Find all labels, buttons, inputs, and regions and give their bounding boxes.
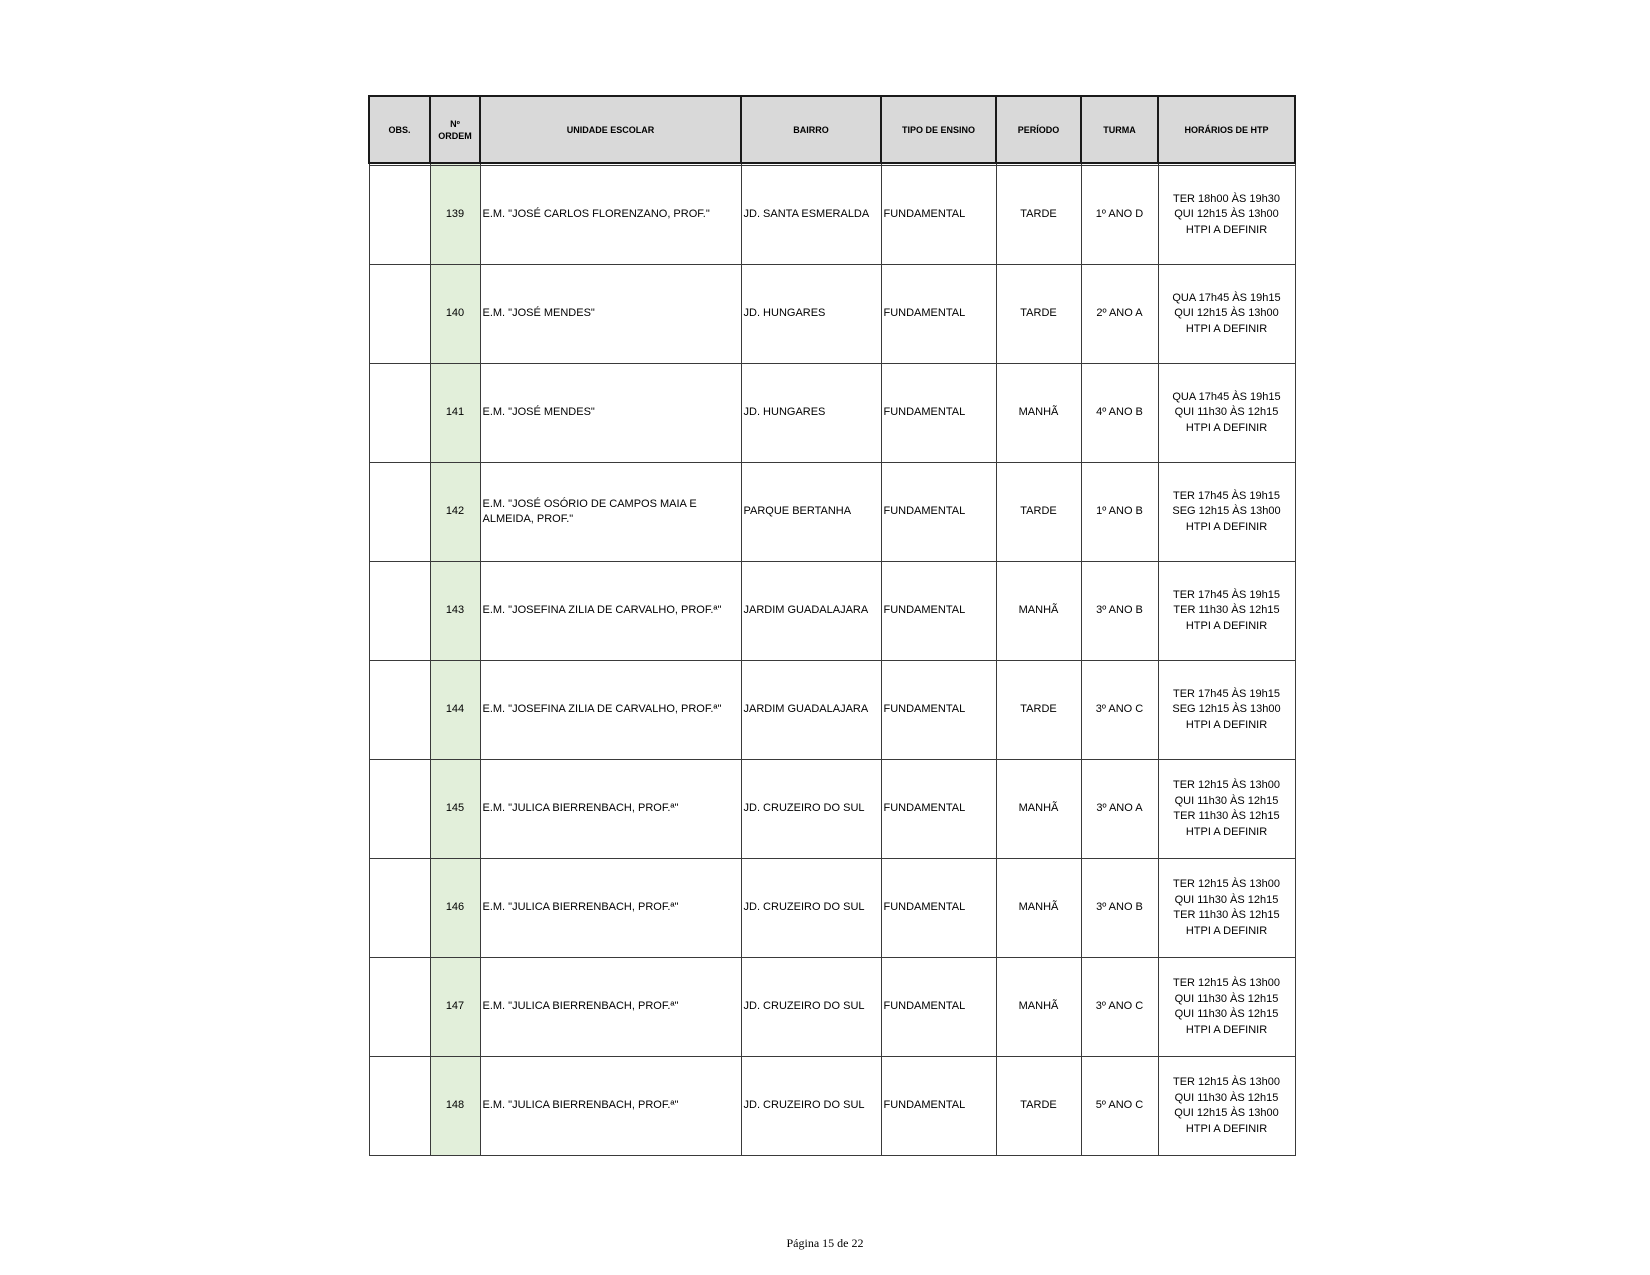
horario-line: HTPI A DEFINIR: [1185, 825, 1268, 838]
horario-line: TER 11h30 ÀS 12h15: [1173, 810, 1280, 822]
horario-line: TER 11h30 ÀS 12h15: [1173, 909, 1280, 921]
horario-line: QUI 11h30 ÀS 12h15: [1174, 992, 1279, 1005]
cell-horarios-de-htp: [1158, 958, 1295, 1057]
cell-tipo-de-ensino: FUNDAMENTAL: [881, 760, 996, 859]
cell-tipo-de-ensino: FUNDAMENTAL: [881, 166, 996, 265]
cell-ordem: 140: [430, 265, 480, 364]
horario-line: HTPI A DEFINIR: [1185, 223, 1268, 236]
cell-ordem: 141: [430, 364, 480, 463]
cell-turma: 3º ANO B: [1081, 859, 1158, 958]
cell-obs: [369, 958, 430, 1057]
cell-bairro: JARDIM GUADALAJARA: [741, 562, 881, 661]
table-header: [369, 96, 1295, 163]
cell-ordem: 148: [430, 1057, 480, 1156]
cell-tipo-de-ensino: FUNDAMENTAL: [881, 958, 996, 1057]
cell-turma: 5º ANO C: [1081, 1057, 1158, 1156]
table-body: [369, 163, 1295, 1156]
cell-horarios-de-htp: [1158, 562, 1295, 661]
horario-line: QUI 11h30 ÀS 12h15: [1174, 1008, 1279, 1020]
horario-line: QUI 11h30 ÀS 12h15: [1174, 893, 1279, 906]
horario-line: HTPI A DEFINIR: [1185, 718, 1268, 731]
cell-bairro: JD. HUNGARES: [741, 265, 881, 364]
horario-line: QUI 12h15 ÀS 13h00: [1174, 1107, 1279, 1119]
cell-unidade-escolar: E.M. "JOSÉ OSÓRIO DE CAMPOS MAIA E ALMEIDA, PROF.": [480, 463, 741, 562]
cell-obs: [369, 760, 430, 859]
footer-separator: de: [837, 1236, 849, 1250]
cell-tipo-de-ensino: FUNDAMENTAL: [881, 463, 996, 562]
cell-bairro: JD. CRUZEIRO DO SUL: [741, 859, 881, 958]
header-ordem: [430, 96, 480, 163]
horario-line: HTPI A DEFINIR: [1185, 924, 1268, 937]
cell-turma: 3º ANO C: [1081, 958, 1158, 1057]
cell-bairro: JD. CRUZEIRO DO SUL: [741, 958, 881, 1057]
horario-line: HTPI A DEFINIR: [1185, 421, 1268, 434]
cell-periodo: TARDE: [996, 166, 1081, 265]
horario-line: QUI 12h15 ÀS 13h00: [1174, 208, 1279, 221]
cell-obs: [369, 562, 430, 661]
table-row: [369, 760, 1295, 859]
cell-unidade-escolar: E.M. "JOSÉ MENDES": [480, 364, 741, 463]
cell-tipo-de-ensino: FUNDAMENTAL: [881, 265, 996, 364]
cell-tipo-de-ensino: FUNDAMENTAL: [881, 1057, 996, 1156]
cell-obs: [369, 859, 430, 958]
cell-turma: 3º ANO B: [1081, 562, 1158, 661]
table-row: [369, 1057, 1295, 1156]
cell-obs: [369, 661, 430, 760]
horario-line: HTPI A DEFINIR: [1185, 520, 1268, 533]
cell-turma: 1º ANO B: [1081, 463, 1158, 562]
cell-ordem: 147: [430, 958, 480, 1057]
cell-horarios-de-htp: [1158, 661, 1295, 760]
cell-ordem: 144: [430, 661, 480, 760]
cell-turma: 3º ANO A: [1081, 760, 1158, 859]
cell-horarios-de-htp: [1158, 265, 1295, 364]
horario-line: TER 17h45 ÀS 19h15: [1172, 489, 1281, 502]
table-row: [369, 661, 1295, 760]
cell-unidade-escolar: E.M. "JULICA BIERRENBACH, PROF.ª": [480, 760, 741, 859]
cell-unidade-escolar: E.M. "JOSEFINA ZILIA DE CARVALHO, PROF.ª": [480, 661, 741, 760]
horario-line: SEG 12h15 ÀS 13h00: [1172, 703, 1281, 716]
cell-turma: 3º ANO C: [1081, 661, 1158, 760]
cell-obs: [369, 265, 430, 364]
cell-turma: 4º ANO B: [1081, 364, 1158, 463]
cell-bairro: JD. CRUZEIRO DO SUL: [741, 1057, 881, 1156]
cell-periodo: TARDE: [996, 661, 1081, 760]
table-row: [369, 265, 1295, 364]
htp-schedule-table: [368, 95, 1296, 1156]
cell-bairro: JD. HUNGARES: [741, 364, 881, 463]
header-bairro: BAIRRO: [741, 96, 881, 163]
table-row: [369, 166, 1295, 265]
header-tipo-de-ensino: TIPO DE ENSINO: [881, 96, 996, 163]
horario-line: QUA 17h45 ÀS 19h15: [1172, 390, 1281, 403]
cell-periodo: MANHÃ: [996, 364, 1081, 463]
cell-periodo: MANHÃ: [996, 859, 1081, 958]
cell-bairro: JD. SANTA ESMERALDA: [741, 166, 881, 265]
cell-obs: [369, 166, 430, 265]
cell-periodo: TARDE: [996, 1057, 1081, 1156]
horario-line: QUI 11h30 ÀS 12h15: [1174, 794, 1279, 807]
cell-tipo-de-ensino: FUNDAMENTAL: [881, 364, 996, 463]
table-row: [369, 463, 1295, 562]
cell-ordem: 145: [430, 760, 480, 859]
horario-line: TER 12h15 ÀS 13h00: [1172, 1076, 1281, 1088]
cell-turma: 2º ANO A: [1081, 265, 1158, 364]
cell-unidade-escolar: E.M. "JOSEFINA ZILIA DE CARVALHO, PROF.ª": [480, 562, 741, 661]
cell-bairro: JARDIM GUADALAJARA: [741, 661, 881, 760]
cell-tipo-de-ensino: FUNDAMENTAL: [881, 661, 996, 760]
cell-unidade-escolar: E.M. "JULICA BIERRENBACH, PROF.ª": [480, 1057, 741, 1156]
cell-tipo-de-ensino: FUNDAMENTAL: [881, 859, 996, 958]
horario-line: HTPI A DEFINIR: [1185, 322, 1268, 335]
header-turma: TURMA: [1081, 96, 1158, 163]
cell-unidade-escolar: E.M. "JOSÉ CARLOS FLORENZANO, PROF.": [480, 166, 741, 265]
cell-horarios-de-htp: [1158, 859, 1295, 958]
cell-ordem: 146: [430, 859, 480, 958]
cell-periodo: TARDE: [996, 265, 1081, 364]
cell-tipo-de-ensino: FUNDAMENTAL: [881, 562, 996, 661]
horario-line: HTPI A DEFINIR: [1185, 619, 1268, 632]
horario-line: HTPI A DEFINIR: [1185, 1023, 1268, 1036]
horario-line: TER 17h45 ÀS 19h15: [1172, 588, 1281, 601]
cell-periodo: MANHÃ: [996, 562, 1081, 661]
cell-horarios-de-htp: [1158, 1057, 1295, 1156]
horario-line: TER 12h15 ÀS 13h00: [1172, 779, 1281, 791]
header-horarios-de-htp: HORÁRIOS DE HTP: [1158, 96, 1295, 163]
cell-horarios-de-htp: [1158, 364, 1295, 463]
footer-total-pages: 22: [851, 1236, 864, 1250]
horario-line: TER 17h45 ÀS 19h15: [1172, 687, 1281, 700]
header-ordem-line1: Nº: [450, 118, 460, 129]
horario-line: QUA 17h45 ÀS 19h15: [1172, 291, 1281, 304]
horario-line: QUI 12h15 ÀS 13h00: [1174, 307, 1279, 320]
header-ordem-line2: ORDEM: [438, 130, 472, 141]
horario-line: HTPI A DEFINIR: [1185, 1122, 1268, 1135]
horario-line: TER 18h00 ÀS 19h30: [1172, 192, 1281, 205]
cell-horarios-de-htp: [1158, 760, 1295, 859]
cell-obs: [369, 1057, 430, 1156]
horario-line: TER 12h15 ÀS 13h00: [1172, 878, 1281, 890]
cell-horarios-de-htp: [1158, 166, 1295, 265]
table-row: [369, 364, 1295, 463]
cell-turma: 1º ANO D: [1081, 166, 1158, 265]
cell-periodo: MANHÃ: [996, 760, 1081, 859]
horario-line: TER 11h30 ÀS 12h15: [1173, 604, 1280, 617]
horario-line: QUI 11h30 ÀS 12h15: [1174, 1091, 1279, 1104]
header-unidade-escolar: UNIDADE ESCOLAR: [480, 96, 741, 163]
footer-prefix: Página: [786, 1236, 820, 1250]
cell-ordem: 143: [430, 562, 480, 661]
header-row: [369, 96, 1295, 163]
footer-current-page: 15: [822, 1236, 835, 1250]
page-footer: [0, 1236, 1650, 1251]
cell-obs: [369, 463, 430, 562]
table-row: [369, 859, 1295, 958]
header-obs: OBS.: [369, 96, 430, 163]
cell-periodo: TARDE: [996, 463, 1081, 562]
cell-unidade-escolar: E.M. "JULICA BIERRENBACH, PROF.ª": [480, 859, 741, 958]
horario-line: QUI 11h30 ÀS 12h15: [1174, 406, 1279, 419]
horario-line: SEG 12h15 ÀS 13h00: [1172, 505, 1281, 518]
cell-unidade-escolar: E.M. "JULICA BIERRENBACH, PROF.ª": [480, 958, 741, 1057]
horario-line: TER 12h15 ÀS 13h00: [1172, 977, 1281, 989]
cell-periodo: MANHÃ: [996, 958, 1081, 1057]
cell-bairro: JD. CRUZEIRO DO SUL: [741, 760, 881, 859]
cell-horarios-de-htp: [1158, 463, 1295, 562]
cell-obs: [369, 364, 430, 463]
cell-unidade-escolar: E.M. "JOSÉ MENDES": [480, 265, 741, 364]
table-row: [369, 958, 1295, 1057]
cell-ordem: 139: [430, 166, 480, 265]
header-periodo: PERÍODO: [996, 96, 1081, 163]
cell-bairro: PARQUE BERTANHA: [741, 463, 881, 562]
cell-ordem: 142: [430, 463, 480, 562]
table-row: [369, 562, 1295, 661]
